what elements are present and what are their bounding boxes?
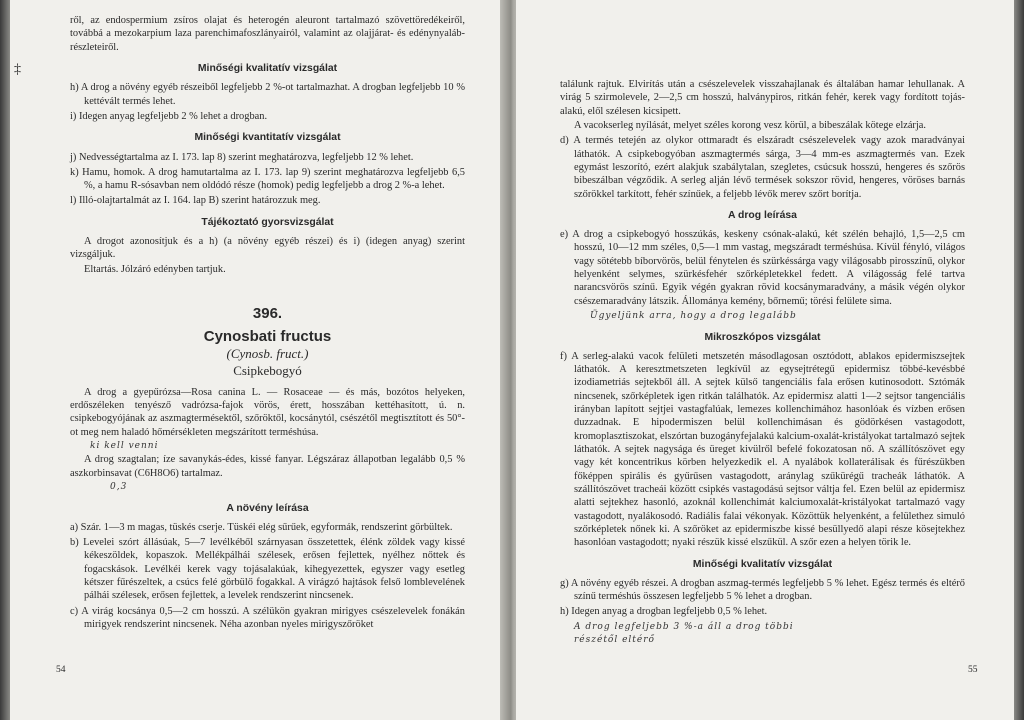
list-item: b) Levelei szórt állásúak, 5—7 levélkéből szárnyasan összetettek, élénk zöldek vagy kissé kékeszöldek, kopaszok. Mellékpálhái szélesek, erősen fejlettek, nyélhez nőttek és fogacskások. Levélkéi kerek vagy tojásalakúak, kihegyezettek, egyszer vagy esetleg kétszer fűrészeltek, a csúcs felé görbülő fogakkal. A virágzó hajtások felső lomblevelének pálhái szélesek, erősen fejlettek, a levelek rendszerint nincsenek.	[70, 537, 465, 602]
list-item: j) Nedvességtartalma az I. 173. lap 8) szerint meghatározva, legfeljebb 12 % lehet.	[70, 151, 414, 163]
monograph-title-block	[70, 304, 465, 380]
section-heading: A növény leírása	[226, 502, 309, 514]
description-paragraph: A drog szagtalan; íze savanykás-édes, kissé fanyar. Légszáraz állapotban legalább 0,5 % aszkorbinsavat (C6H8O6) tartalmaz.	[70, 454, 465, 479]
latin-name: Cynosbati fructus	[203, 328, 332, 346]
left-page	[8, 0, 508, 720]
list-item: i) Idegen anyag legfeljebb 2 % lehet a drogban.	[70, 110, 268, 122]
section-heading: Minőségi kvantitatív vizsgálat	[194, 132, 341, 144]
hungarian-name: Csipkebogyó	[233, 363, 302, 378]
monograph-number: 396.	[252, 305, 283, 322]
scan-edge-right	[1014, 0, 1024, 720]
handwritten-note: Ügyeljünk arra, hogy a drog legalább	[590, 311, 797, 321]
section-heading: Mikroszkópos vizsgálat	[704, 331, 821, 343]
latin-abbrev: (Cynosb. fruct.)	[226, 346, 309, 362]
handwritten-note: 0,3	[110, 482, 128, 493]
list-item: g) A növény egyéb részei. A drogban aszmag-termés legfeljebb 5 % lehet. Egész termés és eltérő színű terméshús összesen legfeljebb 5 % lehet a drogban.	[560, 577, 965, 603]
handwritten-note: ki kell venni	[90, 440, 159, 451]
list-item: c) A virág kocsánya 0,5—2 cm hosszú. A szélükön gyakran mirigyes csészelevelek fonákán mirigyek rendszerint nincsenek. Néha azonban nyeles mirigyszőröket	[70, 605, 465, 631]
info-paragraph: A drogot azonosítjuk és a h) (a növény egyéb részei) és i) (idegen anyag) szerint vizsgáljuk.	[70, 236, 465, 261]
list-item: k) Hamu, homok. A drog hamutartalma az I. 173. lap 9) szerint meghatározva legfeljebb 6,5 %, a hamu R-sósavban nem oldódó része (homok) pedig legfeljebb a drog 2 %-a lehet.	[70, 166, 465, 192]
storage-note: Eltartás. Jólzáró edényben tartjuk.	[84, 263, 226, 275]
list-item: d) A termés tetején az olykor ottmaradt és elszáradt csészelevelek vagy azok maradványai láthatók. A csipkebogyóban aszmagtermés sárga, 3—4 mm-es aszmagtermés van. Ezek egymást leszorító, ezért alakjuk szabálytalan, szegletes, csúcsuk hosszú, hengeres és szőrös bibeszálban végződik. A serleg alján lévő termések sokszor rövid, hengeres, vöröses barnás szőrökkel tarkított, fehér színűek, a feljebb lévők merev szőrt borítja.	[560, 135, 965, 200]
page-number: 54	[56, 665, 66, 675]
description-paragraph: A drog a gyepűrózsa—Rosa canina L. — Rosaceae — és más, bozótos helyeken, erdőszéleken tenyésző vadrózsa-fajok vörös, érett, hosszában kettéhasított, ú. n. csipkebogyójának az aszmagtermésektől, szőröktől, kocsánytól, csészétől megtisztított és 50°-ot meg nem haladó hőmérsékleten megszárított terméshúsa.	[70, 386, 465, 438]
right-text-column	[560, 78, 965, 648]
section-heading: Minőségi kvalitatív vizsgálat	[197, 62, 338, 74]
page-number: 55	[968, 665, 978, 675]
right-page	[516, 0, 1016, 720]
list-item: a) Szár. 1—3 m magas, tüskés cserje. Tüskéi elég sűrűek, egyformák, rendszerint görbültek.	[70, 521, 453, 533]
list-item: e) A drog a csipkebogyó hosszúkás, keskeny csónak-alakú, két szélén behajló, 1,5—2,5 cm hosszú, 10—12 mm széles, 0,5—1 mm vastag, megszáradt terméshúsa. Kívül fényló, világos vagy sötétebb bíborvörös, belül fénytelen és szürkéssárga vagy világosabb pirosszínű, olykor helyenként selymes, szürkésfehér szőrképletekkel fedett. A világosság felé tartva narancsvörös színű. Egyik végén gyakran rövid kocsánymaradvány, a másik végén olykor csészemaradvány látszik. Állománya kemény, bőrnemű; törési felülete sima.	[560, 229, 965, 307]
handwritten-note: A drog legfeljebb 3 %-a áll a drog többi	[574, 621, 794, 632]
list-item: f) A serleg-alakú vacok felületi metszetén másodlagosan osztódott, ablakos epidermiszsejtek láthatók. A keresztmetszeten legkívül az egysejtrétegű epidermisz többé-kevésbbé izodiametriás sejtekből áll. A sejtek külső tangenciális fala erősen kutinosodott. Sztómák nincsenek, szőrképletek igen ritkán találhatók. Az epidermisz alatti 1—2 sejtsor tangenciális irányban lapított sejtjei vastagfalúak, lemezes kollenchimához hasonlóak és vízben erősen duzzadnak. E hipodermiszen belül kollenchimásan és gödörkésen vastagodott, kromoplasztiszokat, elszórtan buzogányfejalakú kalcium-oxalát-kristályokat tartalmazó sejtek láthatók. A sejtek nagysága és üreget kivülről befelé fokozatosan nő. A szállítószövet egy vagy két koncentrikus körben helyezkedik el. A nyalábok kollaterálisak és fűrészükben főképpen spirális és gyűrűsen vastagodott, aránylag szűkürégű tracheák láthatók. A szállítószövet tracheái között csipkés vastagodású sejtsor váltja fel. Ezen belül az epidermisz alatti sejtekhez hasonló, azoknál kollenchimát kalciumoxalát-kristályokat tartalmazó vagy vastagodott, nyalákosodó. Radiális falai vékonyak. Közöttük helyenként, a felülethez simuló szőrképletek nőnek ki. A szőröket az epidermiszbe kissé besüllyedő alapi része kösejtekhez hasonlóan vastagodott; nyaki részük kissé elszűkül. A szőr ezen a helyen törik le.	[560, 350, 965, 549]
paragraph: A vacokserleg nyílását, melyet széles korong vesz körül, a bibeszálak kötege elzárja.	[574, 119, 926, 131]
section-heading: A drog leírása	[728, 209, 797, 221]
margin-mark: ‡	[14, 62, 21, 77]
list-item: l) Illó-olajtartalmát az I. 164. lap B) szerint határozzuk meg.	[70, 195, 321, 207]
scan-edge-left	[0, 0, 10, 720]
handwritten-note: részétől eltérő	[574, 635, 655, 646]
intro-paragraph: ről, az endospermium zsíros olajat és heterogén aleuront tartalmazó szövettöredékeiről, továbbá a mezokarpium laza parenchimafoszlányairól, valamint az olajjárat- és edénynyaláb-részleteiről.	[70, 15, 465, 53]
paragraph: találunk rajtuk. Elvirítás után a csészelevelek visszahajlanak és általában hamar lehullanak. A virág 5 szirmolevele, 2—2,5 cm hosszú, halványpiros, ritkán fehér, kerek vagy fordított tojás-alakú, elől szélesen kicsipett.	[560, 79, 965, 117]
list-item: h) A drog a növény egyéb részeiből legfeljebb 2 %-ot tartalmazhat. A drogban legfeljebb 10 % kettévált termés lehet.	[70, 82, 465, 107]
section-heading: Tájékoztató gyorsvizsgálat	[201, 216, 334, 228]
list-item: h) Idegen anyag a drogban legfeljebb 0,5 % lehet.	[560, 606, 768, 618]
left-text-column	[70, 14, 465, 633]
section-heading: Minőségi kvalitatív vizsgálat	[692, 558, 833, 570]
